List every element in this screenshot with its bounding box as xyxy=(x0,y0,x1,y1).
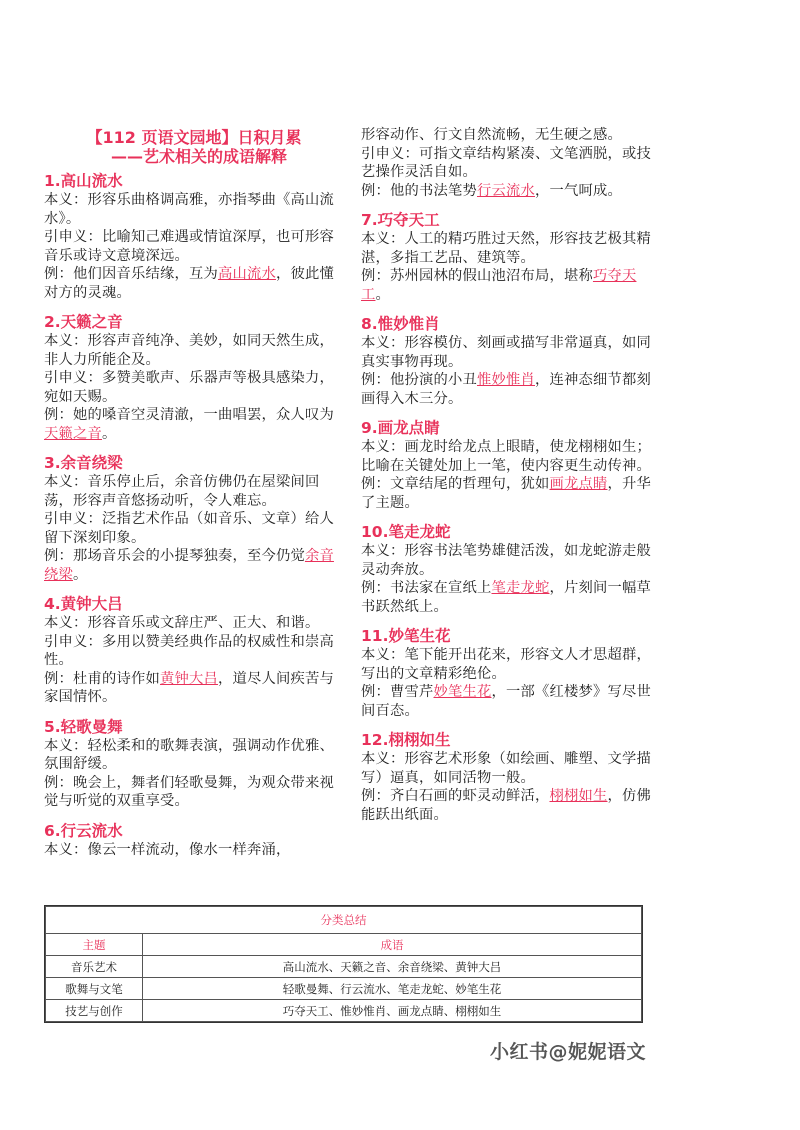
idiom-line xyxy=(361,334,659,371)
idiom-entry xyxy=(361,523,659,616)
highlighted-idiom: 余音绕梁 xyxy=(44,548,334,583)
idiom-heading: 2.天籁之音 xyxy=(44,313,123,331)
idiom-line xyxy=(44,510,344,547)
idiom-entry xyxy=(44,822,344,860)
line-text: 例：他扮演的小丑 xyxy=(361,372,477,388)
idiom-heading: 12.栩栩如生 xyxy=(361,731,451,749)
summary-topic: 音乐艺术 xyxy=(46,956,143,978)
idiom-line xyxy=(44,228,344,265)
line-text: 本义：音乐停止后，余音仿佛仍在屋梁间回荡，形容声音悠扬动听，令人难忘。 xyxy=(44,474,320,509)
summary-idioms: 高山流水、天籁之音、余音绕梁、黄钟大吕 xyxy=(143,956,642,978)
line-text: 例：苏州园林的假山池沼布局，堪称 xyxy=(361,268,593,284)
idiom-heading: 8.惟妙惟肖 xyxy=(361,315,440,333)
left-column xyxy=(44,128,344,859)
table-row xyxy=(46,978,642,1000)
line-text: 引申义：比喻知己难遇或情谊深厚，也可形容音乐或诗文意境深远。 xyxy=(44,229,334,264)
line-text: 引申义：多赞美歌声、乐器声等极具感染力，宛如天赐。 xyxy=(44,370,334,405)
idiom-entry xyxy=(361,211,659,304)
line-text: 本义：形容模仿、刻画或描写非常逼真，如同真实事物再现。 xyxy=(361,335,651,370)
line-text: 引申义：泛指艺术作品（如音乐、文章）给人留下深刻印象。 xyxy=(44,511,334,546)
line-text: 例：文章结尾的哲理句，犹如 xyxy=(361,476,550,492)
idiom-line xyxy=(44,265,344,302)
line-text: 引申义：可指文章结构紧凑、文笔洒脱，或技艺操作灵活自如。 xyxy=(361,145,651,180)
line-text: ，片刻间一幅草书跃然纸上。 xyxy=(361,580,651,615)
idiom-line xyxy=(361,579,659,616)
highlighted-idiom: 笔走龙蛇 xyxy=(491,580,550,596)
line-text: 例：他们因音乐结缘，互为 xyxy=(44,266,218,282)
line-text: 本义：笔下能开出花来，形容文人才思超群，写出的文章精彩绝伦。 xyxy=(361,647,651,682)
highlighted-idiom: 画龙点睛 xyxy=(549,476,608,492)
idiom-line xyxy=(44,774,344,811)
idiom-entry xyxy=(44,595,344,707)
idiom-entry xyxy=(361,315,659,408)
line-text: 例：杜甫的诗作如 xyxy=(44,670,160,687)
title-main: 【112 页语文园地】日积月累 xyxy=(86,128,302,147)
highlighted-idiom: 栩栩如生 xyxy=(549,788,608,804)
line-text: ，连神态细节都刻画得入木三分。 xyxy=(361,372,651,407)
idiom-entry xyxy=(361,419,659,512)
idiom-line: 本义：像云一样流动，像水一样奔涌， xyxy=(44,841,291,858)
watermark: 小红书@妮妮语文 xyxy=(490,1041,647,1063)
line-text: ，彼此懂对方的灵魂。 xyxy=(44,266,334,301)
idiom-line xyxy=(361,646,659,683)
idiom-heading: 7.巧夺天工 xyxy=(361,211,440,229)
highlighted-idiom: 惟妙惟肖 xyxy=(476,372,535,388)
idiom-line xyxy=(44,547,344,584)
idiom-heading: 3.余音绕梁 xyxy=(44,454,123,472)
table-row xyxy=(46,1000,642,1022)
line-text: 本义：形容艺术形象（如绘画、雕塑、文学描写）逼真，如同活物一般。 xyxy=(361,751,651,786)
idiom-entry xyxy=(44,454,344,584)
idiom-line xyxy=(361,182,659,201)
line-text: 例：曹雪芹 xyxy=(361,684,434,700)
line-text: 本义：人工的精巧胜过天然，形容技艺极其精湛，多指工艺品、建筑等。 xyxy=(361,231,651,266)
line-text: 本义：轻松柔和的歌舞表演，强调动作优雅、氛围舒缓。 xyxy=(44,737,334,772)
idiom-heading: 4.黄钟大吕 xyxy=(44,595,123,613)
line-text: 例：书法家在宣纸上 xyxy=(361,580,492,596)
idiom-line xyxy=(361,787,659,824)
idiom-entry-continued xyxy=(361,126,659,200)
page-title xyxy=(44,128,344,166)
summary-header-idioms: 成语 xyxy=(143,934,642,956)
idiom-line xyxy=(44,369,344,406)
line-text: 本义：形容音乐或文辞庄严、正大、和谐。 xyxy=(44,615,320,631)
line-text: 本义：形容声音纯净、美妙，如同天然生成，非人力所能企及。 xyxy=(44,333,334,368)
idiom-line xyxy=(44,633,344,670)
line-text: ，一气呵成。 xyxy=(534,182,622,199)
idiom-heading: 11.妙笔生花 xyxy=(361,627,451,645)
idiom-line: 形容动作、行文自然流畅，无生硬之感。 xyxy=(361,127,622,143)
idiom-line xyxy=(361,230,659,267)
line-text: 例：齐白石画的虾灵动鲜活， xyxy=(361,788,550,804)
idiom-line xyxy=(361,750,659,787)
idiom-line xyxy=(361,475,659,512)
idiom-heading: 6.行云流水 xyxy=(44,821,123,840)
line-text: 本义：形容书法笔势雄健活泼，如龙蛇游走般灵动奔放。 xyxy=(361,543,651,578)
highlighted-idiom: 黄钟大吕 xyxy=(159,670,218,687)
idiom-heading: 9.画龙点睛 xyxy=(361,419,440,437)
idiom-line xyxy=(44,737,344,774)
line-text: 例：那场音乐会的小提琴独奏，至今仍觉 xyxy=(44,548,305,564)
summary-table xyxy=(44,905,643,1023)
line-text: ，道尽人间疾苦与家国情怀。 xyxy=(44,670,334,705)
line-text: 。 xyxy=(375,286,390,303)
idiom-entry xyxy=(361,627,659,720)
right-entry-list xyxy=(361,126,659,824)
summary-header-topic: 主题 xyxy=(46,934,143,956)
idiom-line xyxy=(361,683,659,720)
highlighted-idiom: 妙笔生花 xyxy=(433,684,492,700)
line-text: 例：他的书法笔势 xyxy=(361,182,477,199)
highlighted-idiom: 行云流水 xyxy=(476,182,535,199)
line-text: ，仿佛能跃出纸面。 xyxy=(361,788,651,823)
idiom-line xyxy=(44,614,344,633)
line-text: ，升华了主题。 xyxy=(361,476,651,511)
highlighted-idiom: 巧夺天工 xyxy=(361,268,637,303)
idiom-line xyxy=(361,438,659,475)
left-entry-list xyxy=(44,172,344,859)
line-text: 本义：形容乐曲格调高雅，亦指琴曲《高山流水》。 xyxy=(44,192,334,227)
right-column xyxy=(361,126,659,824)
summary-topic: 技艺与创作 xyxy=(46,1000,143,1022)
idiom-entry xyxy=(361,731,659,824)
idiom-heading: 5.轻歌曼舞 xyxy=(44,717,123,736)
idiom-line xyxy=(361,145,659,182)
table-row xyxy=(46,956,642,978)
summary-caption: 分类总结 xyxy=(46,907,642,934)
idiom-heading: 10.笔走龙蛇 xyxy=(361,523,451,541)
line-text: 。 xyxy=(102,425,117,442)
summary-idioms: 巧夺天工、惟妙惟肖、画龙点睛、栩栩如生 xyxy=(143,1000,642,1022)
idiom-heading: 1.高山流水 xyxy=(44,172,123,190)
idiom-line xyxy=(361,542,659,579)
title-sub: ——艺术相关的成语解释 xyxy=(110,147,287,166)
idiom-line xyxy=(361,371,659,408)
idiom-line xyxy=(44,332,344,369)
highlighted-idiom: 天籁之音 xyxy=(44,425,102,442)
summary-topic: 歌舞与文笔 xyxy=(46,978,143,1000)
line-text: 例：她的嗓音空灵清澈，一曲唱罢，众人叹为 xyxy=(44,407,334,423)
idiom-line xyxy=(44,473,344,510)
idiom-entry xyxy=(44,313,344,443)
line-text: 。 xyxy=(73,566,88,583)
line-text: ，一部《红楼梦》写尽世间百态。 xyxy=(361,684,651,719)
idiom-line xyxy=(44,670,344,707)
line-text: 例：晚会上，舞者们轻歌曼舞，为观众带来视觉与听觉的双重享受。 xyxy=(44,774,334,809)
idiom-entry xyxy=(44,172,344,302)
summary-idioms: 轻歌曼舞、行云流水、笔走龙蛇、妙笔生花 xyxy=(143,978,642,1000)
line-text: 本义：画龙时给龙点上眼睛，使龙栩栩如生；比喻在关键处加上一笔，使内容更生动传神。 xyxy=(361,439,651,474)
idiom-line xyxy=(44,406,344,443)
idiom-line xyxy=(44,191,344,228)
highlighted-idiom: 高山流水 xyxy=(217,266,276,282)
line-text: 引申义：多用以赞美经典作品的权威性和崇高性。 xyxy=(44,633,334,668)
idiom-line xyxy=(361,267,659,304)
idiom-entry xyxy=(44,718,344,811)
